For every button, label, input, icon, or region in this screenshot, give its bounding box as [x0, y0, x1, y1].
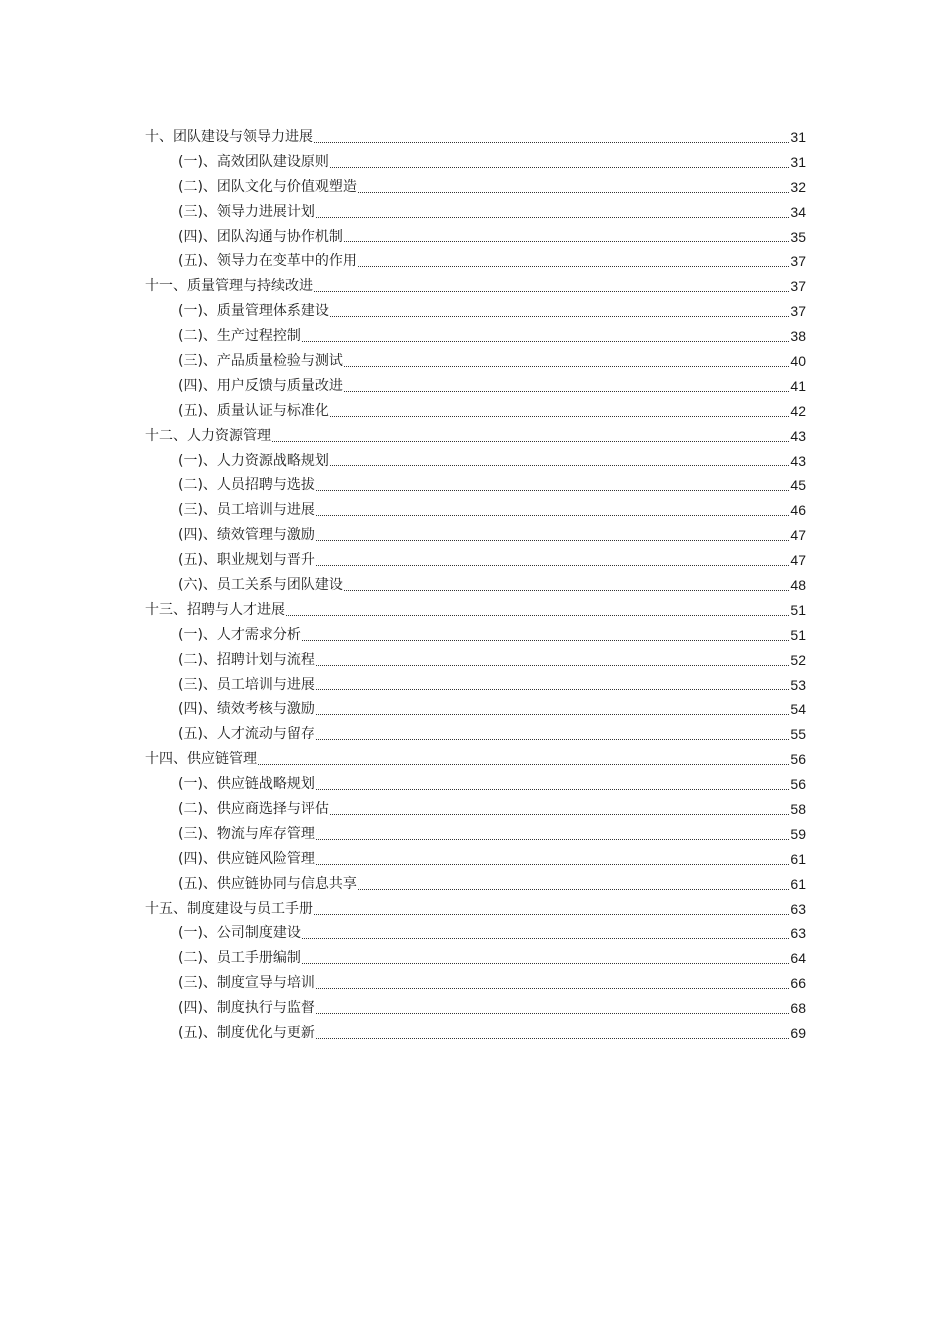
- toc-entry-title: 十二、人力资源管理: [145, 427, 271, 444]
- toc-entry-page-number: 63: [790, 925, 806, 942]
- toc-section-entry[interactable]: [145, 872, 806, 897]
- toc-dot-leader: [330, 316, 789, 317]
- toc-dot-leader: [344, 590, 789, 591]
- toc-entry-title: (一)、供应链战略规划: [178, 776, 315, 793]
- toc-section-entry[interactable]: [145, 946, 806, 971]
- toc-section-entry[interactable]: [145, 722, 806, 747]
- toc-dot-leader: [314, 291, 789, 292]
- toc-dot-leader: [258, 764, 789, 765]
- toc-section-entry[interactable]: [145, 847, 806, 872]
- toc-entry-title: (六)、员工关系与团队建设: [178, 577, 343, 594]
- toc-chapter-entry[interactable]: [145, 424, 806, 449]
- toc-dot-leader: [302, 963, 789, 964]
- toc-section-entry[interactable]: [145, 523, 806, 548]
- toc-entry-page-number: 61: [790, 875, 806, 892]
- toc-entry-page-number: 31: [790, 128, 806, 145]
- toc-dot-leader: [314, 142, 789, 143]
- toc-entry-page-number: 69: [790, 1025, 806, 1042]
- toc-section-entry[interactable]: [145, 449, 806, 474]
- toc-entry-title: (四)、供应链风险管理: [178, 850, 315, 867]
- table-of-contents: [145, 125, 806, 1046]
- toc-entry-page-number: 48: [790, 577, 806, 594]
- toc-section-entry[interactable]: [145, 399, 806, 424]
- toc-entry-title: (二)、团队文化与价值观塑造: [178, 178, 357, 195]
- toc-entry-title: (三)、产品质量检验与测试: [178, 353, 343, 369]
- toc-dot-leader: [330, 814, 789, 815]
- toc-dot-leader: [330, 416, 789, 417]
- toc-dot-leader: [286, 615, 789, 616]
- toc-entry-title: 十四、供应链管理: [145, 751, 257, 768]
- toc-entry-page-number: 52: [790, 651, 806, 668]
- toc-section-entry[interactable]: [145, 200, 806, 225]
- toc-section-entry[interactable]: [145, 797, 806, 822]
- toc-entry-page-number: 47: [790, 527, 806, 544]
- toc-section-entry[interactable]: [145, 697, 806, 722]
- toc-chapter-entry[interactable]: [145, 274, 806, 299]
- toc-section-entry[interactable]: [145, 573, 806, 598]
- toc-chapter-entry[interactable]: [145, 125, 806, 150]
- toc-entry-title: (三)、员工培训与进展: [178, 502, 315, 519]
- toc-section-entry[interactable]: [145, 324, 806, 349]
- toc-chapter-entry[interactable]: [145, 897, 806, 922]
- toc-dot-leader: [314, 914, 789, 915]
- toc-entry-title: (三)、制度宣导与培训: [178, 975, 315, 992]
- toc-entry-title: (三)、领导力进展计划: [178, 203, 315, 220]
- toc-dot-leader: [330, 167, 789, 168]
- toc-entry-title: (四)、制度执行与监督: [178, 1000, 315, 1017]
- toc-entry-page-number: 40: [790, 353, 806, 369]
- toc-dot-leader: [344, 391, 789, 392]
- toc-entry-page-number: 37: [790, 278, 806, 295]
- toc-dot-leader: [358, 192, 789, 193]
- toc-entry-title: (五)、供应链协同与信息共享: [178, 875, 357, 892]
- toc-dot-leader: [316, 739, 789, 740]
- toc-entry-title: (五)、质量认证与标准化: [178, 402, 329, 419]
- toc-entry-page-number: 53: [790, 676, 806, 693]
- toc-dot-leader: [316, 1013, 789, 1014]
- toc-entry-title: (五)、职业规划与晋升: [178, 552, 315, 569]
- toc-entry-page-number: 46: [790, 502, 806, 519]
- toc-entry-page-number: 55: [790, 726, 806, 743]
- toc-entry-title: (一)、公司制度建设: [178, 925, 301, 942]
- toc-chapter-entry[interactable]: [145, 598, 806, 623]
- toc-entry-page-number: 56: [790, 751, 806, 768]
- toc-dot-leader: [316, 839, 789, 840]
- toc-dot-leader: [316, 714, 789, 715]
- toc-entry-title: (四)、绩效管理与激励: [178, 527, 315, 544]
- toc-dot-leader: [316, 565, 789, 566]
- toc-section-entry[interactable]: [145, 150, 806, 175]
- toc-section-entry[interactable]: [145, 225, 806, 250]
- toc-entry-title: (一)、高效团队建设原则: [178, 153, 329, 170]
- toc-entry-page-number: 66: [790, 975, 806, 992]
- toc-entry-page-number: 64: [790, 950, 806, 967]
- toc-section-entry[interactable]: [145, 971, 806, 996]
- toc-entry-page-number: 41: [790, 377, 806, 394]
- toc-entry-title: 十、团队建设与领导力进展: [145, 128, 313, 145]
- toc-entry-title: (二)、供应商选择与评估: [178, 801, 329, 818]
- toc-entry-page-number: 61: [790, 850, 806, 867]
- toc-entry-title: (一)、人力资源战略规划: [178, 452, 329, 469]
- toc-dot-leader: [302, 640, 789, 641]
- toc-entry-page-number: 54: [790, 701, 806, 718]
- toc-section-entry[interactable]: [145, 349, 806, 374]
- toc-section-entry[interactable]: [145, 772, 806, 797]
- toc-entry-page-number: 37: [790, 253, 806, 270]
- toc-dot-leader: [316, 665, 789, 666]
- toc-dot-leader: [358, 266, 789, 267]
- toc-chapter-entry[interactable]: [145, 747, 806, 772]
- toc-entry-page-number: 42: [790, 402, 806, 419]
- toc-entry-page-number: 43: [790, 427, 806, 444]
- toc-section-entry[interactable]: [145, 996, 806, 1021]
- toc-entry-page-number: 51: [790, 626, 806, 643]
- toc-entry-page-number: 58: [790, 801, 806, 818]
- toc-dot-leader: [330, 465, 789, 466]
- toc-dot-leader: [272, 441, 789, 442]
- toc-entry-title: (四)、团队沟通与协作机制: [178, 228, 343, 245]
- toc-entry-title: (一)、人才需求分析: [178, 626, 301, 643]
- toc-entry-page-number: 47: [790, 552, 806, 569]
- toc-section-entry[interactable]: [145, 299, 806, 324]
- toc-dot-leader: [344, 241, 789, 242]
- toc-entry-page-number: 38: [790, 328, 806, 345]
- toc-entry-title: 十三、招聘与人才进展: [145, 601, 285, 618]
- toc-entry-page-number: 37: [790, 303, 806, 320]
- toc-entry-title: (三)、物流与库存管理: [178, 825, 315, 842]
- toc-section-entry[interactable]: [145, 175, 806, 200]
- toc-entry-page-number: 32: [790, 178, 806, 195]
- toc-dot-leader: [316, 1038, 789, 1039]
- toc-entry-title: (二)、员工手册编制: [178, 950, 301, 967]
- toc-dot-leader: [316, 689, 789, 690]
- toc-section-entry[interactable]: [145, 648, 806, 673]
- toc-entry-title: (五)、制度优化与更新: [178, 1025, 315, 1042]
- toc-dot-leader: [316, 217, 789, 218]
- toc-entry-title: (二)、招聘计划与流程: [178, 651, 315, 668]
- toc-entry-title: (二)、人员招聘与选拔: [178, 477, 315, 494]
- toc-entry-page-number: 45: [790, 477, 806, 494]
- toc-entry-title: (四)、绩效考核与激励: [178, 701, 315, 718]
- toc-entry-page-number: 56: [790, 776, 806, 793]
- toc-section-entry[interactable]: [145, 473, 806, 498]
- toc-entry-title: 十五、制度建设与员工手册: [145, 900, 313, 917]
- toc-section-entry[interactable]: [145, 822, 806, 847]
- toc-entry-page-number: 43: [790, 452, 806, 469]
- toc-entry-page-number: 35: [790, 228, 806, 245]
- toc-dot-leader: [316, 864, 789, 865]
- toc-section-entry[interactable]: [145, 673, 806, 698]
- toc-section-entry[interactable]: [145, 623, 806, 648]
- toc-section-entry[interactable]: [145, 374, 806, 399]
- toc-section-entry[interactable]: [145, 498, 806, 523]
- toc-section-entry[interactable]: [145, 548, 806, 573]
- toc-dot-leader: [358, 889, 789, 890]
- toc-section-entry[interactable]: [145, 1021, 806, 1046]
- toc-dot-leader: [302, 341, 789, 342]
- toc-section-entry[interactable]: [145, 922, 806, 947]
- toc-entry-title: (四)、用户反馈与质量改进: [178, 377, 343, 394]
- toc-dot-leader: [316, 988, 789, 989]
- toc-entry-page-number: 68: [790, 1000, 806, 1017]
- toc-entry-page-number: 51: [790, 601, 806, 618]
- toc-entry-title: (一)、质量管理体系建设: [178, 303, 329, 320]
- toc-entry-page-number: 31: [790, 153, 806, 170]
- toc-section-entry[interactable]: [145, 249, 806, 274]
- toc-dot-leader: [316, 540, 789, 541]
- toc-dot-leader: [302, 938, 789, 939]
- toc-entry-title: 十一、质量管理与持续改进: [145, 278, 313, 295]
- toc-dot-leader: [344, 366, 789, 367]
- toc-entry-title: (五)、人才流动与留存: [178, 726, 315, 743]
- toc-dot-leader: [316, 490, 789, 491]
- toc-entry-page-number: 63: [790, 900, 806, 917]
- toc-entry-page-number: 34: [790, 203, 806, 220]
- toc-dot-leader: [316, 789, 789, 790]
- toc-entry-title: (三)、员工培训与进展: [178, 676, 315, 693]
- toc-entry-title: (二)、生产过程控制: [178, 328, 301, 345]
- toc-entry-title: (五)、领导力在变革中的作用: [178, 253, 357, 270]
- toc-entry-page-number: 59: [790, 825, 806, 842]
- toc-dot-leader: [316, 515, 789, 516]
